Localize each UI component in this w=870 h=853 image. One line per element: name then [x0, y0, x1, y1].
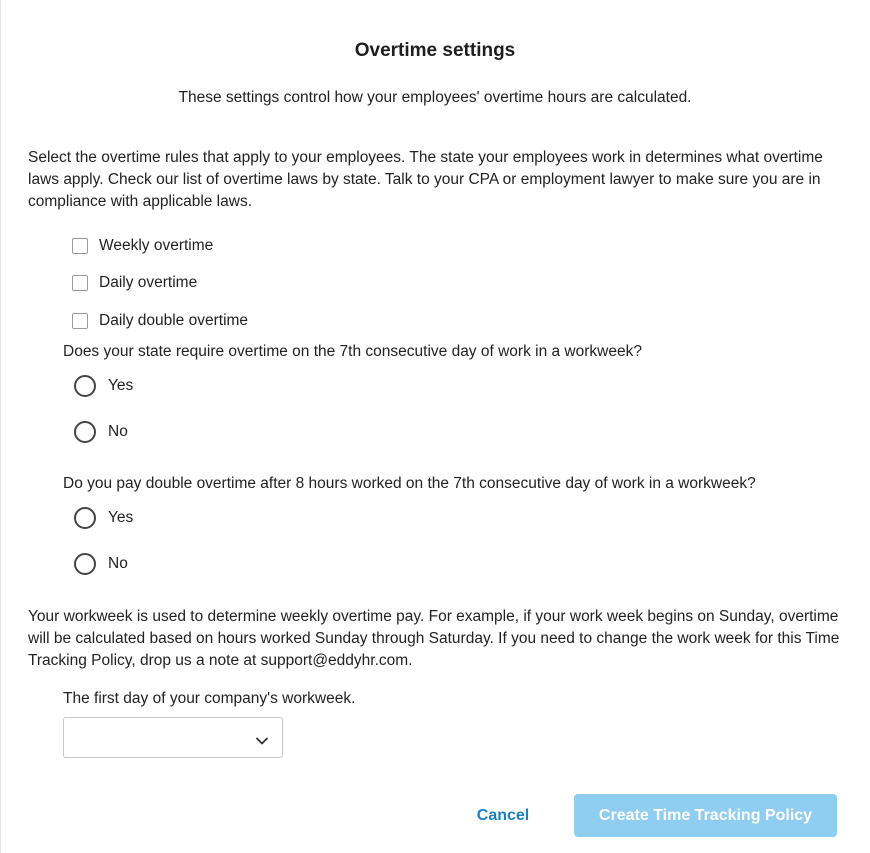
question-double-overtime: Do you pay double overtime after 8 hours worked on the 7th consecutive day of work in a workweek?	[63, 475, 756, 492]
radio-label: No	[108, 423, 128, 440]
radio-double-ot-yes[interactable]	[74, 507, 133, 529]
chevron-down-icon	[256, 732, 268, 750]
create-policy-button[interactable]: Create Time Tracking Policy	[574, 794, 837, 837]
workweek-select-label: The first day of your company's workweek.	[63, 690, 356, 707]
checkbox-label: Daily double overtime	[99, 312, 249, 329]
radio-label: Yes	[108, 377, 134, 394]
radio-button[interactable]	[74, 421, 96, 443]
checkbox-box[interactable]	[72, 275, 88, 291]
checkbox-weekly-overtime[interactable]	[72, 237, 213, 255]
radio-button[interactable]	[74, 507, 96, 529]
workweek-description: Your workweek is used to determine weekly overtime pay. For example, if your work week begins on Sunday, overtime will be calculated based on hours worked Sunday through Saturday. If you need to change the work week for this Time Tracking Policy, drop us a note at support@eddyhr.com.	[28, 608, 840, 669]
checkbox-daily-double-overtime[interactable]	[72, 312, 248, 330]
radio-button[interactable]	[74, 375, 96, 397]
radio-button[interactable]	[74, 553, 96, 575]
question-7th-day: Does your state require overtime on the 7th consecutive day of work in a workweek?	[63, 343, 642, 360]
checkbox-label: Weekly overtime	[99, 237, 214, 254]
checkbox-label: Daily overtime	[99, 274, 198, 291]
intro-text: Select the overtime rules that apply to your employees. The state your employees work in determines what overtime laws apply. Check our list of overtime laws by state. Talk to your CPA or employment lawyer to make sure you are in compliance with applicable laws.	[28, 149, 823, 210]
checkbox-box[interactable]	[72, 313, 88, 329]
checkbox-box[interactable]	[72, 238, 88, 254]
cancel-button[interactable]: Cancel	[460, 794, 546, 837]
page-title: Overtime settings	[354, 40, 516, 61]
radio-label: Yes	[108, 509, 134, 526]
radio-double-ot-no[interactable]	[74, 553, 128, 575]
checkbox-daily-overtime[interactable]	[72, 274, 197, 292]
radio-label: No	[108, 555, 128, 572]
radio-7th-day-yes[interactable]	[74, 375, 133, 397]
radio-7th-day-no[interactable]	[74, 421, 128, 443]
workweek-select[interactable]	[63, 717, 283, 758]
page-subtitle: These settings control how your employees' overtime hours are calculated.	[178, 89, 692, 106]
left-border	[0, 0, 1, 853]
